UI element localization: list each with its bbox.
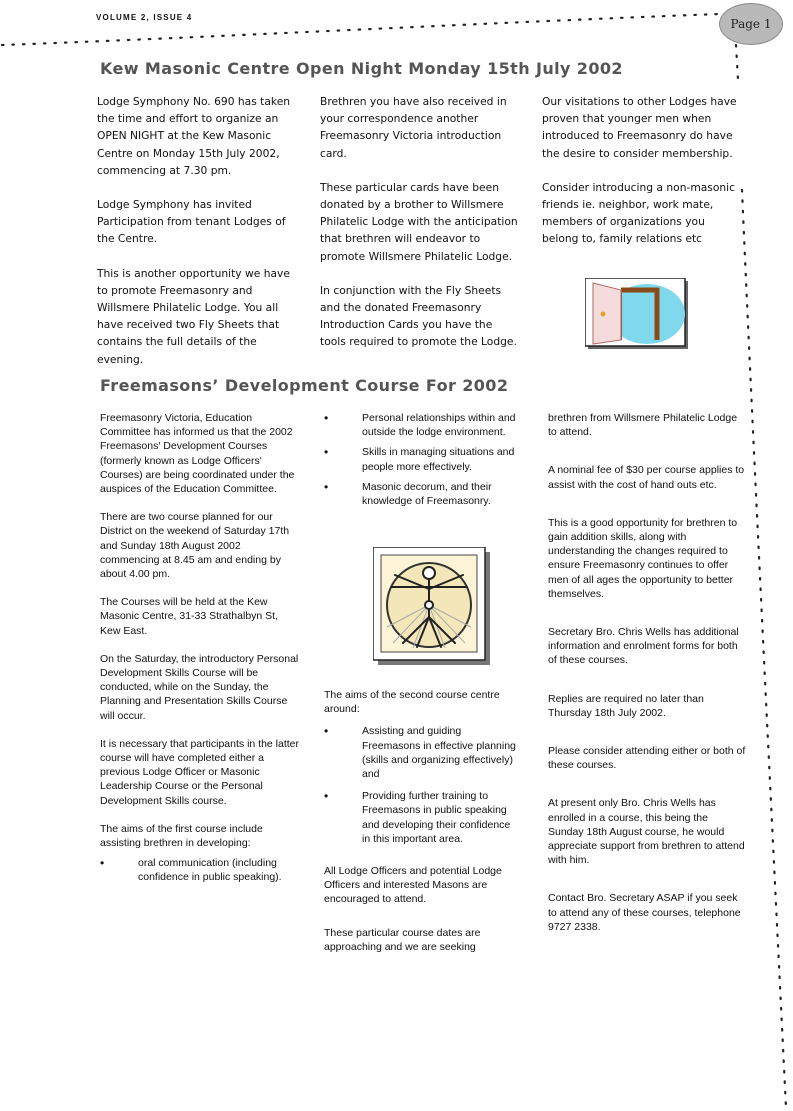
article2-column-2-lower [324, 688, 520, 968]
paragraph: There are two course planned for our District on the weekend of Saturday 17th and Sunday 18th August 2002 commencing at 8.45 am and ending by about 4.00 pm. [100, 511, 290, 581]
paragraph: All Lodge Officers and potential Lodge Officers and interested Masons are encouraged to attend. [324, 865, 502, 906]
article2-title: Freemasons’ Development Course For 2002 [100, 376, 509, 395]
article2-column-3 [548, 411, 746, 948]
paragraph: Consider introducing a non-masonic friends ie. neighbor, work mate, members of organizations you belong to, family relations etc [542, 180, 736, 246]
list-item: • Skills in managing situations and people more effectively. [324, 445, 520, 473]
paragraph: At present only Bro. Chris Wells has enrolled in a course, this being the Sunday 18th August course, he would appreciate support from brethren to attend with him. [548, 797, 745, 867]
list-item: • Assisting and guiding Freemasons in effective planning (skills and organizing effectively) and [324, 724, 520, 781]
paragraph: Lodge Symphony No. 690 has taken the time and effort to organize an OPEN NIGHT at the Kew Masonic Centre on Monday 15th July 2002, commencing at 7.30 pm. [97, 95, 291, 177]
paragraph: This is a good opportunity for brethren to gain addition skills, along with understanding the changes required to ensure Freemasonry continues to offer men of all ages the opportunity to better themselves. [548, 516, 738, 600]
article2-column-1 [100, 411, 300, 897]
paragraph: These particular cards have been donated by a brother to Willsmere Philatelic Lodge with the anticipation that brethren will endeavor to promote Willsmere Philatelic Lodge. [320, 180, 518, 263]
paragraph: On the Saturday, the introductory Personal Development Skills Course will be conducted, while on the Sunday, the Planning and Presentation Skills Course will occur. [100, 652, 299, 722]
paragraph: The Courses will be held at the Kew Masonic Centre, 31-33 Strathalbyn St, Kew East. [100, 596, 279, 637]
open-door-clipart [585, 278, 690, 350]
list-item: • Masonic decorum, and their knowledge of Freemasonry. [324, 480, 520, 508]
paragraph: brethren from Willsmere Philatelic Lodge to attend. [548, 412, 738, 439]
paragraph: These particular course dates are approaching and we are seeking [324, 926, 481, 953]
page-number-badge: Page 1 [719, 3, 783, 45]
paragraph: Lodge Symphony has invited Participation from tenant Lodges of the Centre. [97, 198, 286, 246]
paragraph: Our visitations to other Lodges have proven that younger men when introduced to Freemasonry do have the desire to consider membership. [542, 95, 737, 160]
paragraph: It is necessary that participants in the latter course will have completed either a previous Lodge Officer or Masonic Leadership Course or the Personal Development Skills course. [100, 737, 300, 807]
paragraph: This is another opportunity we have to promote Freemasonry and Willsmere Philatelic Lodge. You all have received two Fly Sheets that contains the full details of the evening. [97, 266, 290, 366]
list-item: • oral communication (including confidence in public speaking). [100, 856, 300, 884]
article1-column-3 [542, 93, 742, 265]
article2-column-2 [324, 411, 520, 520]
volume-issue-label: VOLUME 2, ISSUE 4 [96, 13, 193, 22]
list-item: • Personal relationships within and outside the lodge environment. [324, 411, 520, 439]
paragraph: Replies are required no later than Thursday 18th July 2002. [548, 692, 704, 719]
article1-column-2 [320, 93, 520, 368]
paragraph: In conjunction with the Fly Sheets and the donated Freemasonry Introduction Cards you have the tools required to promote the Lodge. [320, 283, 517, 349]
paragraph: Brethren you have also received in your correspondence another Freemasonry Victoria introduction card. [320, 95, 507, 160]
list-item: • Providing further training to Freemasons in public speaking and developing their confidence in this important area. [324, 789, 520, 846]
paragraph: The aims of the second course centre around: [324, 689, 500, 716]
article1-title: Kew Masonic Centre Open Night Monday 15th July 2002 [100, 59, 623, 78]
paragraph: Secretary Bro. Chris Wells has additional information and enrolment forms for both of these courses. [548, 626, 739, 667]
paragraph: The aims of the first course include assisting brethren in developing: [100, 822, 263, 850]
bullet-list [324, 724, 520, 846]
bullet-list [324, 411, 520, 508]
vitruvian-man-clipart [373, 547, 490, 665]
paragraph: Please consider attending either or both of these courses. [548, 745, 746, 772]
bullet-list [100, 856, 300, 884]
paragraph: Contact Bro. Secretary ASAP if you seek to attend any of these courses, telephone 9727 2338. [548, 892, 741, 933]
article1-column-1 [97, 93, 297, 385]
paragraph: A nominal fee of $30 per course applies to assist with the cost of hand outs etc. [548, 464, 745, 491]
paragraph: Freemasonry Victoria, Education Committee has informed us that the 2002 Freemasons' Development Courses (formerly known as Lodge Officers' Courses) are being coordinated under the auspices of the Education Committee. [100, 412, 295, 496]
